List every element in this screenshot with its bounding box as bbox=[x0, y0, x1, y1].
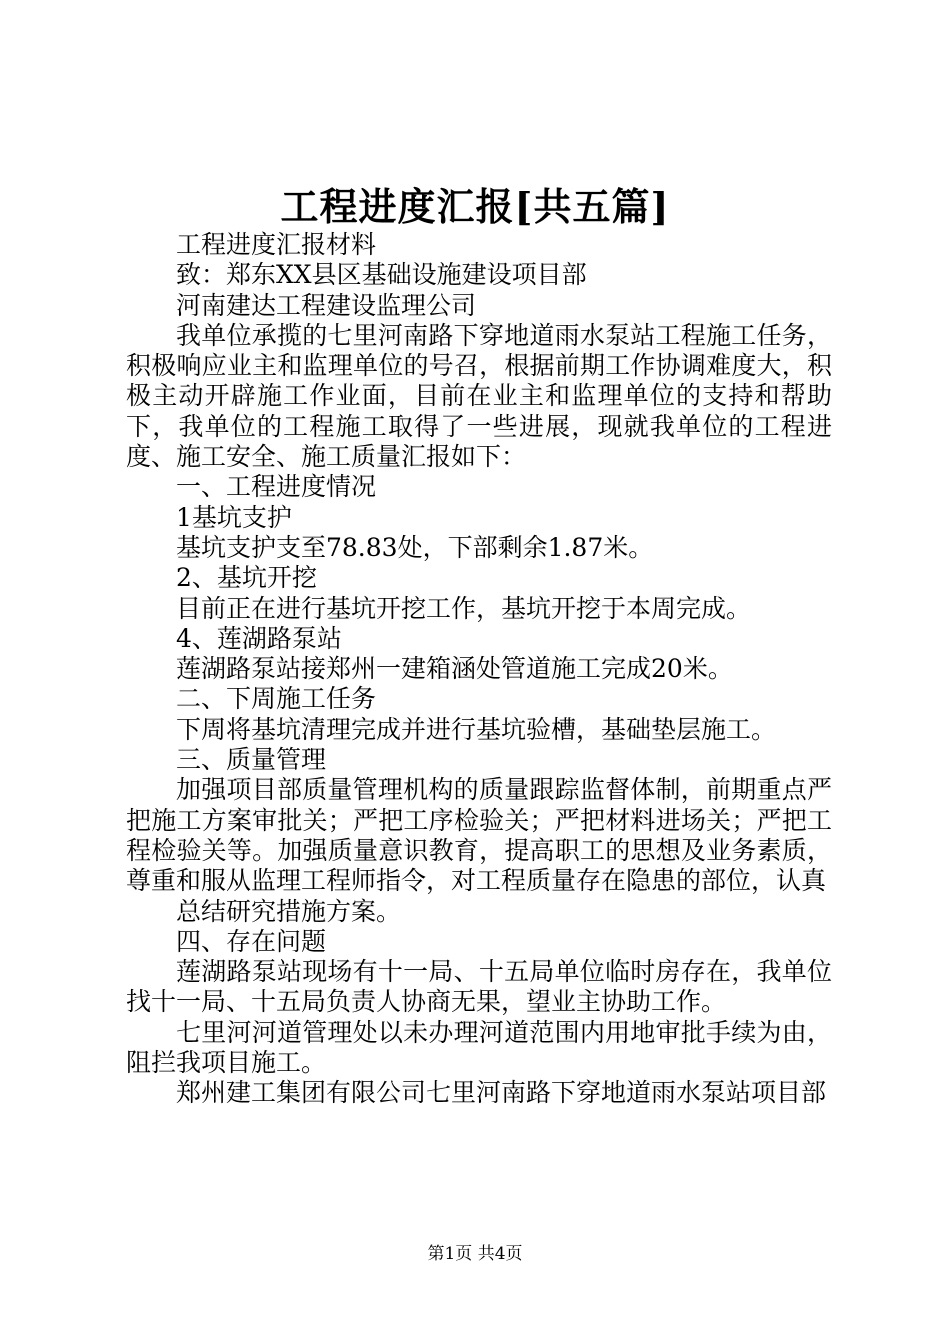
paragraph: 我单位承揽的七里河南路下穿地道雨水泵站工程施工任务，积极响应业主和监理单位的号召，根据前期工作协调难度大，积极主动开辟施工作业面，目前在业主和监理单位的支持和帮助下，我单位的工程施工取得了一些进展，现就我单位的工程进度、施工安全、施工质量汇报如下： bbox=[126, 320, 832, 472]
section-heading: 四、存在问题 bbox=[176, 926, 327, 956]
paragraph: 七里河河道管理处以未办理河道范围内用地审批手续为由，阻拦我项目施工。 bbox=[126, 1017, 832, 1078]
paragraph: 加强项目部质量管理机构的质量跟踪监督体制，前期重点严把施工方案审批关；严把工序检验关；严把材料进场关；严把工程检验关等。加强质量意识教育，提高职工的思想及业务素质，尊重和服从监理工程师指令，对工程质量存在隐患的部位，认真 bbox=[126, 775, 832, 896]
section-heading: 三、质量管理 bbox=[176, 745, 327, 775]
document-body bbox=[126, 230, 832, 1109]
subsection-heading: 2、基坑开挖 bbox=[176, 563, 317, 593]
document-title: 工程进度汇报[共五篇] bbox=[280, 184, 670, 229]
paragraph: 致：郑东XX县区基础设施建设项目部 bbox=[176, 260, 587, 290]
section-heading: 一、工程进度情况 bbox=[176, 472, 377, 502]
paragraph: 工程进度汇报材料 bbox=[176, 230, 377, 259]
paragraph: 总结研究措施方案。 bbox=[176, 896, 402, 926]
signature-line: 郑州建工集团有限公司七里河南路下穿地道雨水泵站项目部 bbox=[176, 1078, 827, 1108]
paragraph: 基坑支护支至78.83处，下部剩余1.87米。 bbox=[176, 532, 654, 562]
paragraph: 莲湖路泵站现场有十一局、十五局单位临时房存在，我单位找十一局、十五局负责人协商无果，望业主协助工作。 bbox=[126, 957, 832, 1017]
paragraph: 河南建达工程建设监理公司 bbox=[176, 290, 477, 320]
subsection-heading: 1基坑支护 bbox=[176, 502, 292, 532]
paragraph: 下周将基坑清理完成并进行基坑验槽，基础垫层施工。 bbox=[176, 714, 777, 744]
paragraph: 莲湖路泵站接郑州一建箱涵处管道施工完成20米。 bbox=[176, 654, 733, 684]
page-footer: 第1页 共4页 bbox=[427, 1244, 523, 1264]
subsection-heading: 4、莲湖路泵站 bbox=[176, 623, 342, 653]
section-heading: 二、下周施工任务 bbox=[176, 684, 377, 714]
paragraph: 目前正在进行基坑开挖工作，基坑开挖于本周完成。 bbox=[176, 593, 752, 623]
